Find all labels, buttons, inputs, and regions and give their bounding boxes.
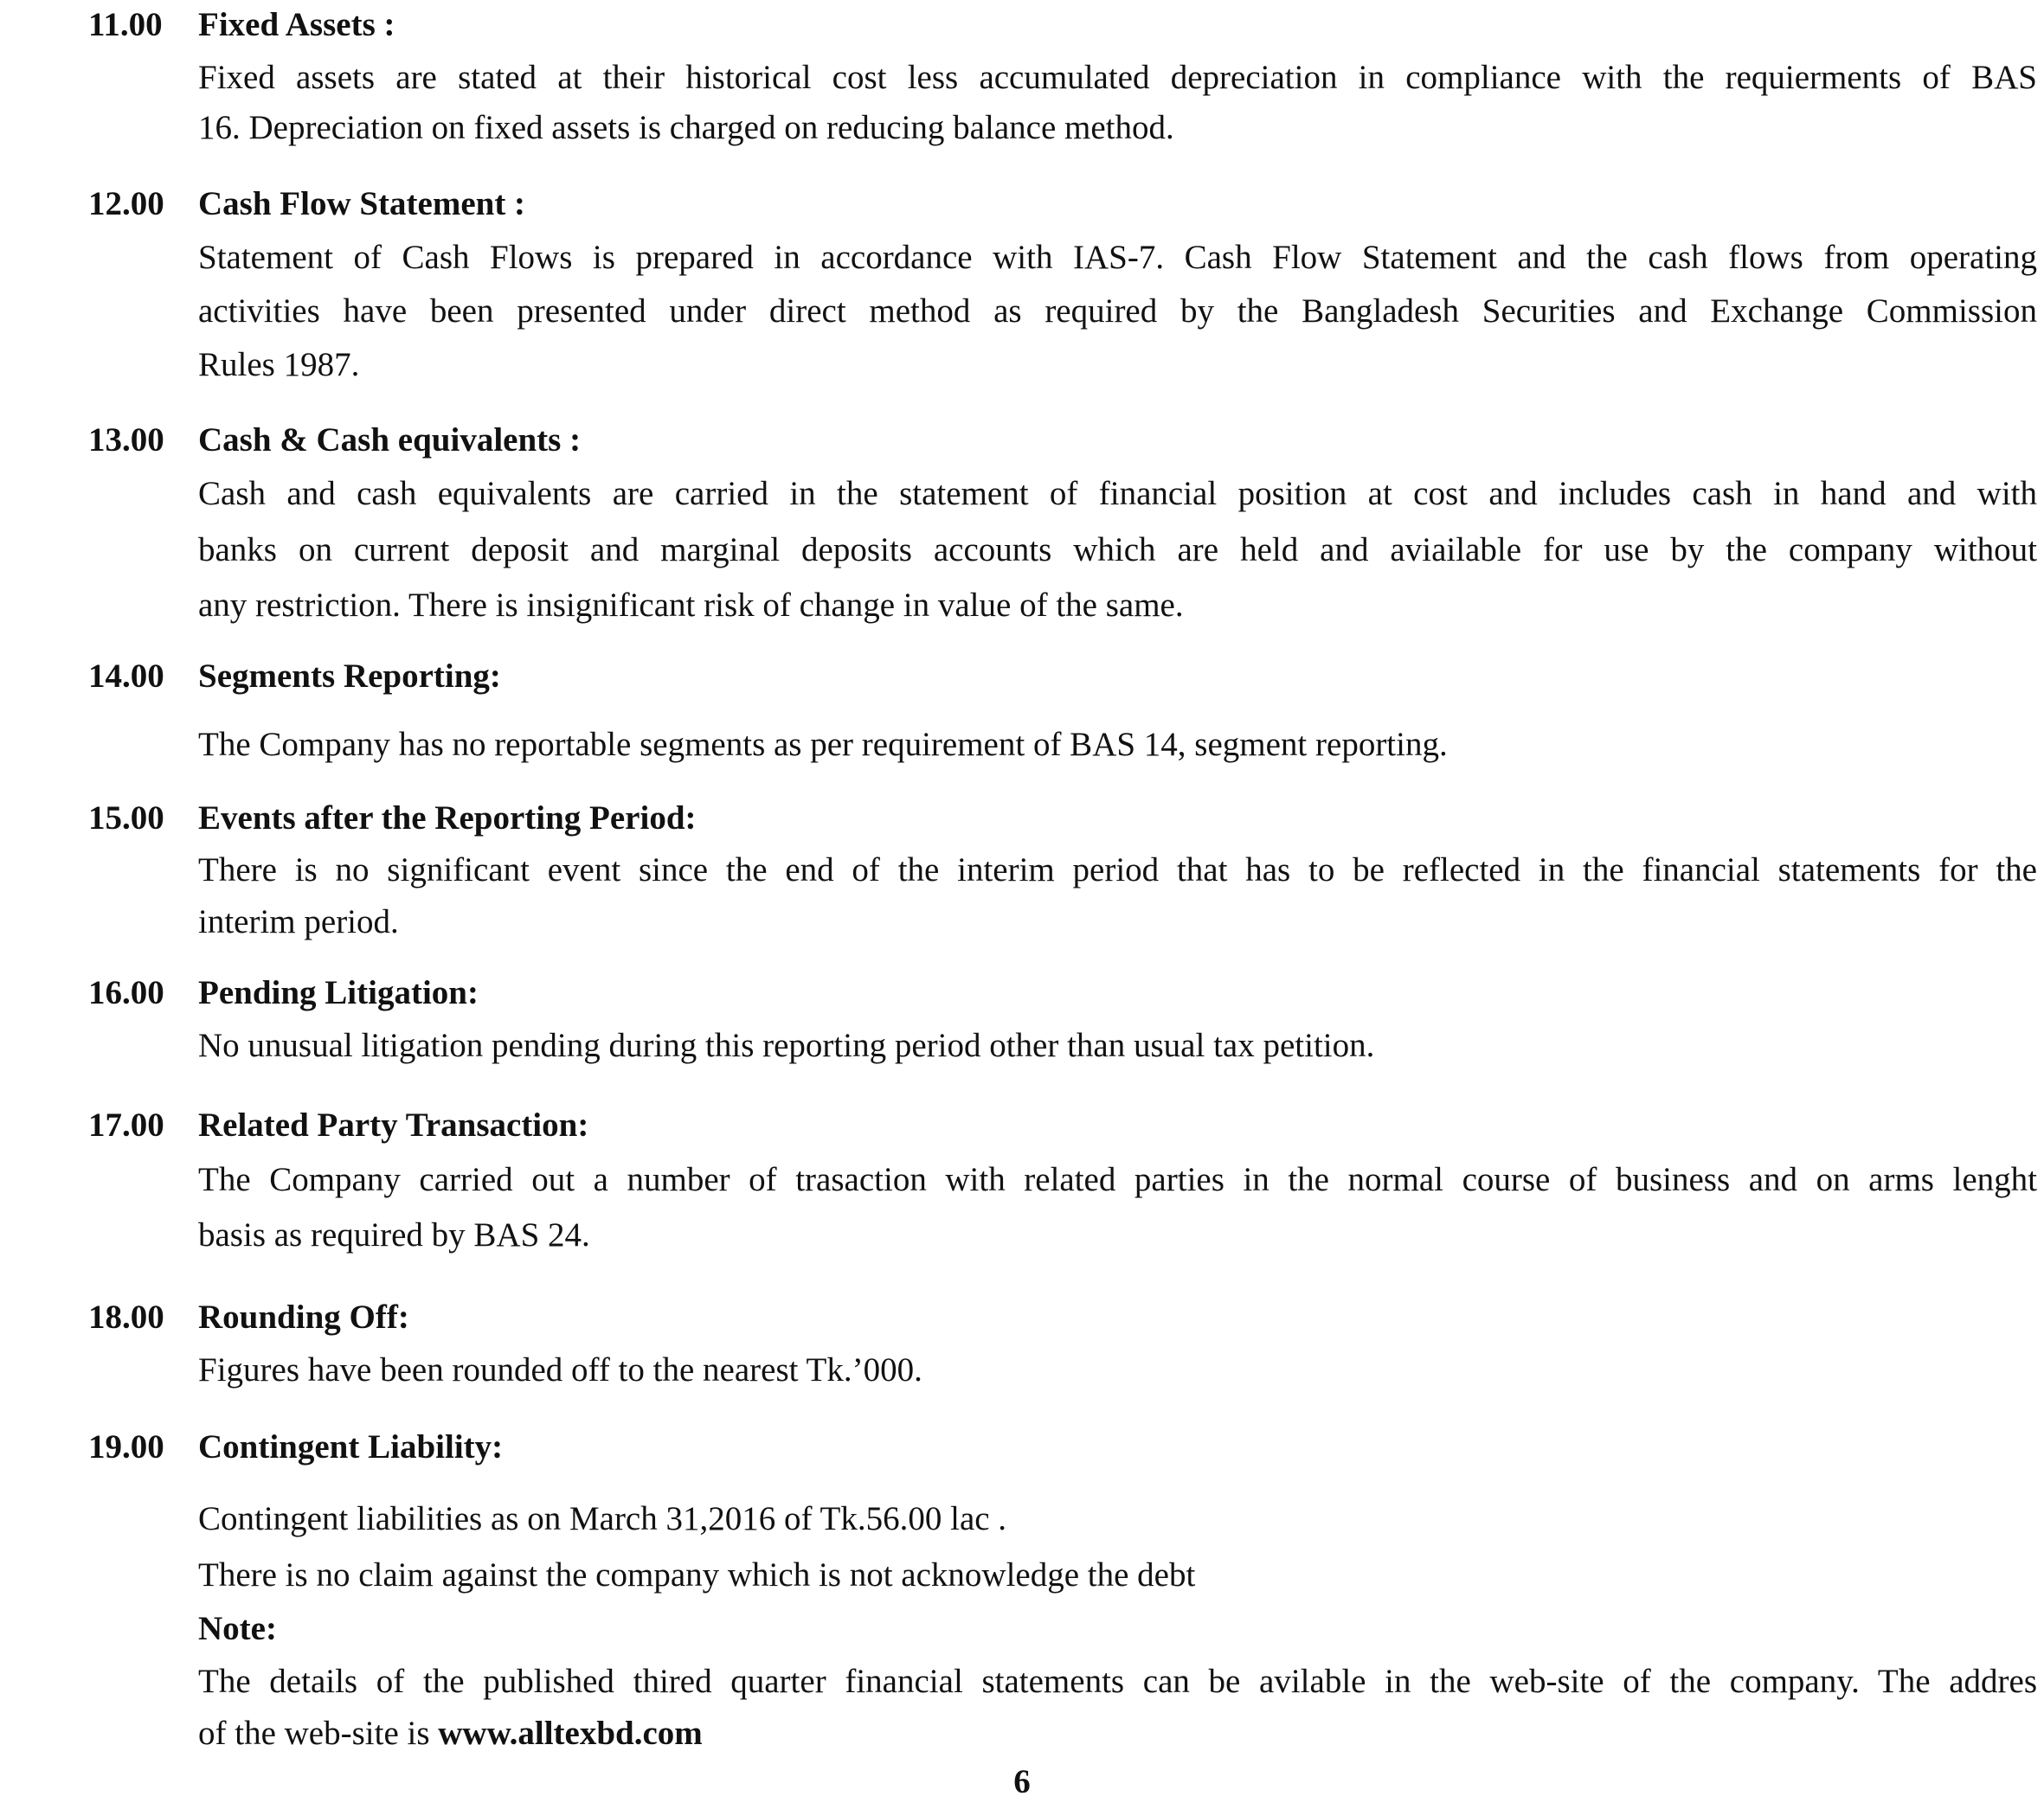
section-title: Contingent Liability: [198, 1428, 504, 1466]
paragraph-line: The Company has no reportable segments as per requirement of BAS 14, segment reporting. [198, 726, 1448, 763]
section-title: Cash & Cash equivalents : [198, 421, 582, 459]
paragraph-line: The Company carried out a number of trasaction with related parties in the normal course of business and on arms lenght [198, 1161, 2037, 1198]
section-number: 12.00 [88, 185, 164, 222]
page-number: 6 [1013, 1763, 1031, 1800]
paragraph-line: No unusual litigation pending during this reporting period other than usual tax petition. [198, 1027, 1375, 1064]
paragraph-line: activities have been presented under direct method as required by the Bangladesh Securities and Exchange Commission [198, 292, 2037, 330]
paragraph-line: interim period. [198, 903, 399, 940]
paragraph-line: basis as required by BAS 24. [198, 1216, 590, 1254]
note-label: Note: [198, 1610, 277, 1647]
section-number: 18.00 [88, 1299, 164, 1336]
section-number: 13.00 [88, 421, 164, 459]
note-line [198, 1710, 2037, 1758]
section-title: Cash Flow Statement : [198, 185, 526, 222]
paragraph-line: Statement of Cash Flows is prepared in accordance with IAS-7. Cash Flow Statement and the cash flows from operating [198, 239, 2037, 276]
section-number: 11.00 [88, 6, 163, 43]
paragraph-line: Fixed assets are stated at their historical cost less accumulated depreciation in compliance with the requierments of BAS [198, 59, 2037, 96]
paragraph-line: Rules 1987. [198, 346, 360, 383]
paragraph-line: 16. Depreciation on fixed assets is charged on reducing balance method. [198, 109, 1174, 146]
section-number: 14.00 [88, 658, 164, 695]
note-line-text: of the web-site is [198, 1715, 439, 1752]
section-title: Events after the Reporting Period: [198, 799, 697, 837]
paragraph-line: any restriction. There is insignificant risk of change in value of the same. [198, 587, 1184, 624]
section-number: 16.00 [88, 974, 164, 1011]
section-title: Fixed Assets : [198, 6, 395, 43]
paragraph-line: banks on current deposit and marginal deposits accounts which are held and aviailable for use by the company without [198, 531, 2037, 568]
note-line: The details of the published thired quarter financial statements can be avilable in the web-site of the company. The addres [198, 1663, 2037, 1700]
section-number: 17.00 [88, 1107, 164, 1144]
section-number: 15.00 [88, 799, 164, 837]
section-title: Related Party Transaction: [198, 1107, 589, 1144]
website-link[interactable]: www.alltexbd.com [438, 1715, 703, 1752]
paragraph-line: Figures have been rounded off to the nearest Tk.’000. [198, 1351, 922, 1389]
section-title: Segments Reporting: [198, 658, 501, 695]
paragraph-line: Contingent liabilities as on March 31,2016 of Tk.56.00 lac . [198, 1500, 1007, 1537]
section-title: Pending Litigation: [198, 974, 479, 1011]
section-title: Rounding Off: [198, 1299, 409, 1336]
paragraph-line: There is no claim against the company which is not acknowledge the debt [198, 1556, 1196, 1594]
paragraph-line: Cash and cash equivalents are carried in the statement of financial position at cost and includes cash in hand and with [198, 475, 2037, 512]
section-number: 19.00 [88, 1428, 164, 1466]
paragraph-line: There is no significant event since the end of the interim period that has to be reflected in the financial statements for the [198, 851, 2037, 888]
